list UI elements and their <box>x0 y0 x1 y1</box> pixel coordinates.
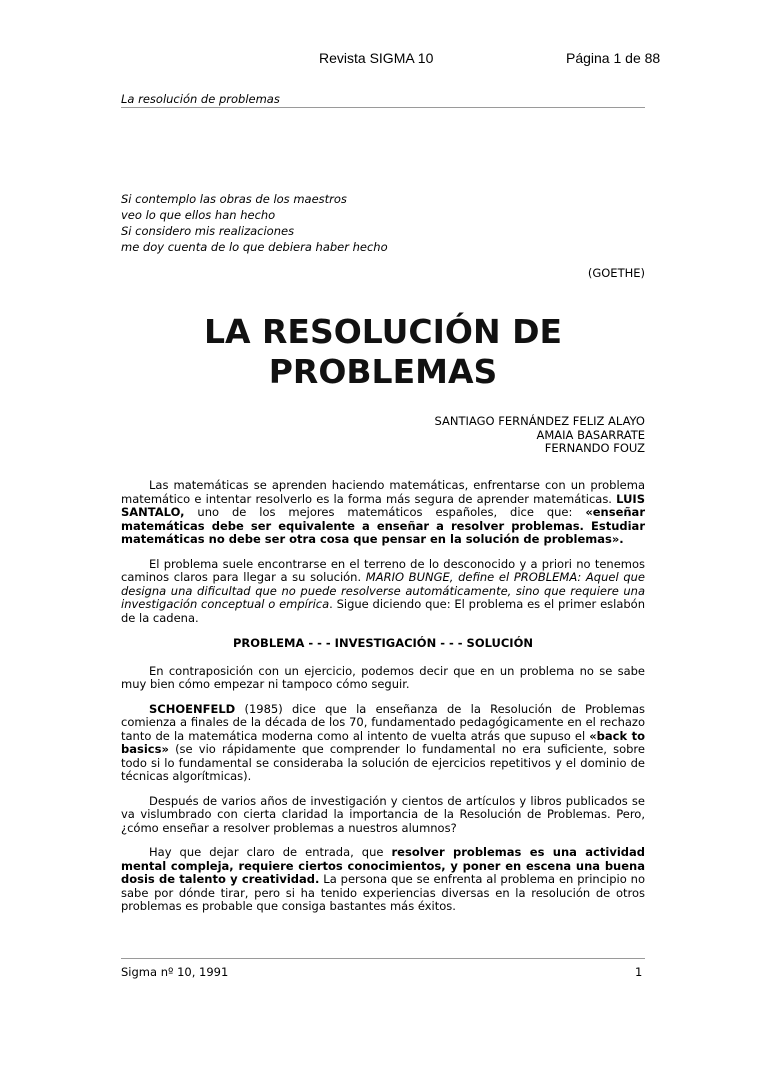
epigraph-line: Si contemplo las obras de los maestros <box>121 192 347 206</box>
text-run: Hay que dejar claro de entrada, que <box>149 845 392 859</box>
paragraph-1 <box>121 479 645 547</box>
text-run: Las matemáticas se aprenden haciendo matemáticas, enfrentarse con un problema matemático e intentar resolverlo es la forma más segura de aprender matemáticas. <box>121 478 645 506</box>
article-title <box>121 312 645 392</box>
back-to-basics: «back to basics» <box>121 728 645 756</box>
text-run: . Sigue diciendo que: El problema es el primer eslabón de la cadena. <box>121 597 645 625</box>
author-name: SANTIAGO FERNÁNDEZ FELIZ ALAYO <box>434 414 645 428</box>
text-run: (1985) dice que la enseñanza de la Resolución de Problemas comienza a finales de la década de los 70, fundamentado pedagógicamente en el rechazo tanto de la matemática moderna como al intento de vuelta atrás que supuso el <box>121 701 645 743</box>
name-santalo: LUIS SANTALO, <box>121 491 645 519</box>
santalo-quote: «enseñar matemáticas debe ser equivalente a enseñar a resolver problemas. Estudiar matemáticas no debe ser otra cosa que pensar en la solución de problemas». <box>121 505 645 546</box>
article-title-line2: PROBLEMAS <box>268 352 498 391</box>
paragraph-2 <box>121 558 645 626</box>
article-body <box>121 479 645 925</box>
key-statement: resolver problemas es una actividad mental compleja, requiere ciertos conocimientos, y poner en escena una buena dosis de talento y creatividad. <box>121 845 645 886</box>
section-title: La resolución de problemas <box>121 92 280 106</box>
paragraph-6 <box>121 846 645 914</box>
journal-header: Revista SIGMA 10 <box>319 50 434 66</box>
problem-chain: PROBLEMA - - - INVESTIGACIÓN - - - SOLUCIÓN <box>233 636 533 650</box>
epigraph-line: Si considero mis realizaciones <box>121 224 295 238</box>
epigraph <box>121 191 388 255</box>
name-schoenfeld: SCHOENFELD <box>149 701 236 716</box>
footer-page-number: 1 <box>635 965 643 979</box>
footer-divider <box>121 958 645 959</box>
author-name: FERNANDO FOUZ <box>544 441 645 455</box>
author-list <box>435 415 645 456</box>
footer-citation: Sigma nº 10, 1991 <box>121 965 229 979</box>
paragraph-4 <box>121 703 645 784</box>
article-title-line1: LA RESOLUCIÓN DE <box>203 312 563 351</box>
epigraph-author: (GOETHE) <box>587 266 645 280</box>
paragraph-5: Después de varios años de investigación y cientos de artículos y libros publicados se va vislumbrado con cierta claridad la importancia de la Resolución de Problemas. Pero, ¿cómo enseñar a resolver problemas a nuestros alumnos? <box>121 793 645 835</box>
author-name: AMAIA BASARRATE <box>536 427 645 442</box>
page-counter: Página 1 de 88 <box>566 50 661 66</box>
epigraph-line: veo lo que ellos han hecho <box>121 208 276 222</box>
header-divider <box>121 107 645 108</box>
text-run: El problema suele encontrarse en el terreno de lo desconocido y a priori no tenemos caminos claros para llegar a su solución. <box>121 556 645 584</box>
text-run: uno de los mejores matemáticos españoles, dice que: <box>184 505 586 519</box>
paragraph-3: En contraposición con un ejercicio, podemos decir que en un problema no se sabe muy bien cómo empezar ni tampoco cómo seguir. <box>121 663 645 691</box>
epigraph-line: me doy cuenta de lo que debiera haber hecho <box>121 240 388 254</box>
text-run: (se vio rápidamente que comprender lo fundamental no era suficiente, sobre todo si lo fundamental se consideraba la solución de ejercicios repetitivos y el dominio de técnicas algorítmicas). <box>121 742 645 783</box>
text-run: La persona que se enfrenta al problema en principio no sabe por dónde tirar, pero si ha tenido experiencias diversas en la resolución de otros problemas es probable que consiga bastantes más éxitos. <box>121 872 645 913</box>
bunge-definition: MARIO BUNGE, define el PROBLEMA: Aquel que designa una dificultad que no puede resolverse automáticamente, sino que requiere una investigación conceptual o empírica <box>121 570 645 611</box>
